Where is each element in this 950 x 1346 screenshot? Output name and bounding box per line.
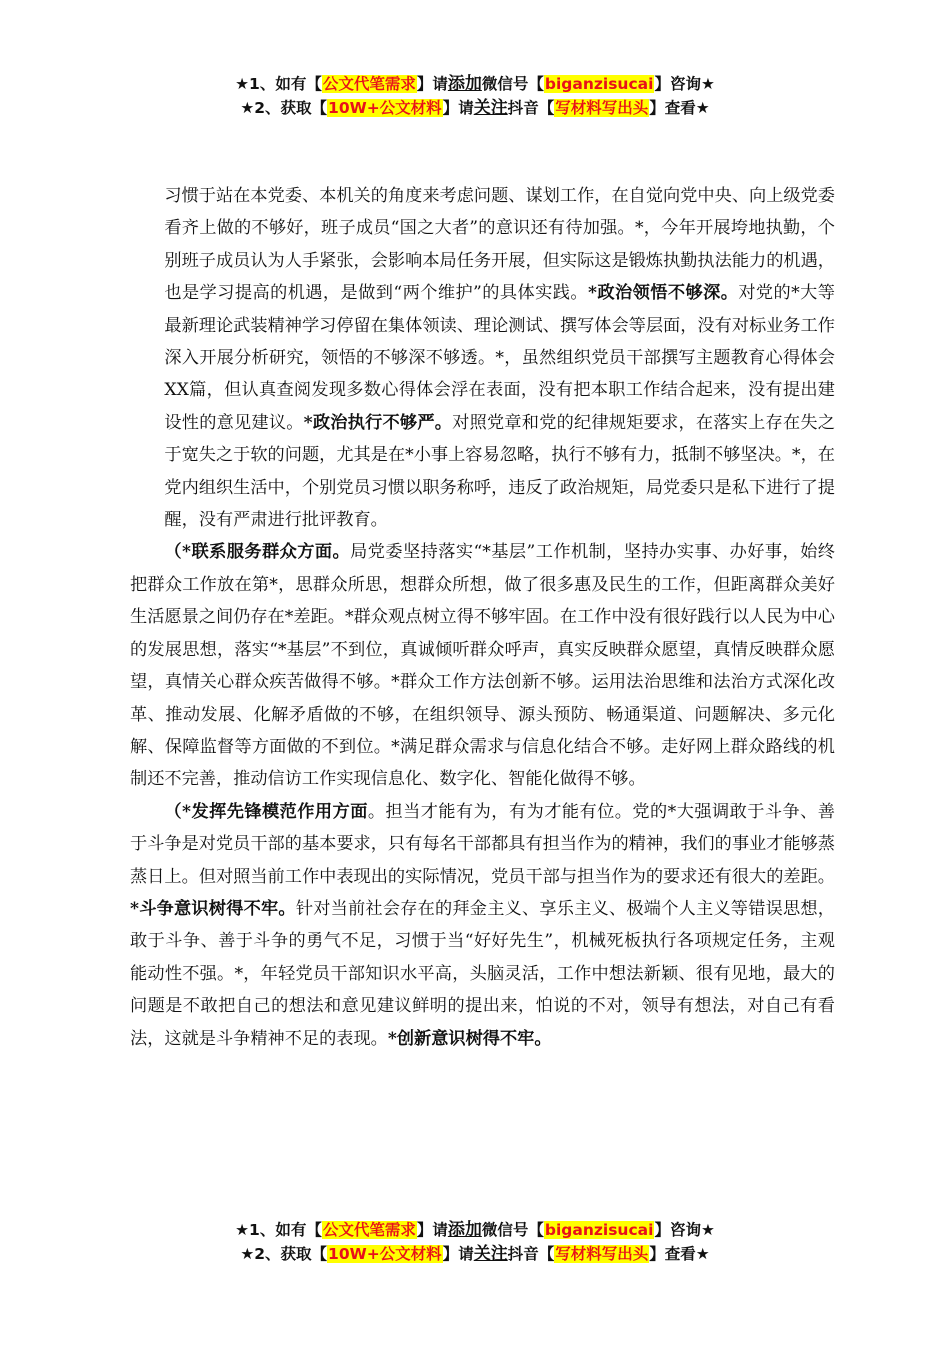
bold-heading: （*联系服务群众方面。	[164, 542, 351, 563]
banner-text: 】咨询★	[654, 75, 715, 93]
banner-text: 】查看★	[649, 1245, 710, 1263]
banner-text: 】咨询★	[654, 1221, 715, 1239]
banner-text: 抖音【	[507, 99, 555, 117]
banner-line-1	[0, 72, 950, 96]
paragraph-text: 局党委坚持落实“*基层”工作机制，坚持办实事、办好事，始终把群众工作放在第*，思群众所思，想群众所想，做了很多惠及民生的工作，但距离群众美好生活愿景之间仍存在*差距。*群众观点树立得不够牢固。在工作中没有很好践行以人民为中心的发展思想，落实“*基层”不到位，真诚倾听群众呼声，真实反映群众愿望，真情反映群众愿望，真情关心群众疾苦做得不够。*群众工作方法创新不够。运用法治思维和法治方式深化改革、推动发展、化解矛盾做的不够，在组织领导、源头预防、畅通渠道、问题解决、多元化解、保障监督等方面做的不到位。*满足群众需求与信息化结合不够。走好网上群众路线的机制还不完善，推动信访工作实现信息化、数字化、智能化做得不够。	[130, 542, 835, 790]
banner-highlight: 10W+公文材料	[328, 99, 442, 117]
paragraph-3	[130, 796, 835, 1055]
paragraph-2	[130, 536, 835, 795]
banner-text: 微信号【	[481, 1221, 544, 1239]
banner-line-2	[0, 1242, 950, 1266]
banner-highlight: 写材料写出头	[555, 99, 649, 117]
banner-highlight: 公文代笔需求	[322, 75, 416, 93]
banner-line-1	[0, 1218, 950, 1242]
bold-heading: *创新意识树得不牢。	[387, 1028, 552, 1049]
paragraph-1	[130, 180, 835, 536]
banner-highlight: 公文代笔需求	[322, 1221, 416, 1239]
paragraph-text: 对照党章和党的纪律规矩要求，在落实上存在失之于宽失之于软的问题，尤其是在*小事上容易忽略，执行不够有力，抵制不够坚决。*，在党内组织生活中，个别党员习惯以职务称呼，违反了政治规矩，局党委只是私下进行了提醒，没有严肃进行批评教育。	[164, 412, 835, 531]
banner-text: 】请	[416, 1221, 448, 1239]
paragraph-text: 。担当才能有为，有为才能有位。党的*大强调敢于斗争、善于斗争是对党员干部的基本要求，只有每名干部都具有担当作为的精神，我们的事业才能够蒸蒸日上。但对照当前工作中表现出的实际情况，党员干部与担当作为的要求还有很大的差距。	[130, 801, 835, 887]
bold-heading: （*发挥先锋模范作用方面	[164, 801, 368, 822]
banner-text: 微信号【	[481, 75, 544, 93]
footer-banner	[0, 1218, 950, 1266]
banner-text: ★1、如有【	[235, 1221, 322, 1239]
bold-heading: *政治领悟不够深。	[587, 283, 739, 304]
banner-text: 】请	[442, 1245, 474, 1263]
banner-underline: 添加	[447, 1220, 482, 1240]
document-body	[130, 180, 835, 1055]
banner-highlight: biganzisucai	[544, 1221, 654, 1239]
paragraph-text: 习惯于站在本党委、本机关的角度来考虑问题、谋划工作，在自觉向党中央、向上级党委看齐上做的不够好，班子成员“国之大者”的意识还有待加强。*，今年开展垮地执勤，个别班子成员认为人手紧张，会影响本局任务开展，但实际这是锻炼执勤执法能力的机遇，也是学习提高的机遇，是做到“两个维护”的具体实践。	[164, 186, 835, 304]
banner-highlight: biganzisucai	[544, 75, 654, 93]
banner-text: ★1、如有【	[235, 75, 322, 93]
paragraph-text: 对党的*大等最新理论武装精神学习停留在集体领读、理论测试、撰写体会等层面，没有对标业务工作深入开展分析研究，领悟的不够深不够透。*，虽然组织党员干部撰写主题教育心得体会XX篇，但认真查阅发现多数心得体会浮在表面，没有把本职工作结合起来，没有提出建设性的意见建议。	[164, 283, 835, 433]
bold-heading: *政治执行不够严。	[303, 412, 453, 433]
header-banner	[0, 72, 950, 120]
banner-text: 抖音【	[507, 1245, 555, 1263]
banner-highlight: 写材料写出头	[555, 1245, 649, 1263]
banner-text: 】请	[416, 75, 448, 93]
banner-text: 】查看★	[649, 99, 710, 117]
banner-text: ★2、获取【	[240, 1245, 328, 1263]
paragraph-text: 针对当前社会存在的拜金主义、享乐主义、极端个人主义等错误思想，敢于斗争、善于斗争的勇气不足，习惯于当“好好先生”，机械死板执行各项规定任务，主观能动性不强。*，年轻党员干部知识水平高，头脑灵活，工作中想法新颖、很有见地，最大的问题是不敢把自己的想法和意见建议鲜明的提出来，怕说的不对，领导有想法，对自己有看法，这就是斗争精神不足的表现。	[130, 898, 835, 1049]
banner-text: 】请	[442, 99, 474, 117]
banner-underline: 添加	[447, 74, 482, 94]
banner-highlight: 10W+公文材料	[328, 1245, 442, 1263]
banner-underline: 关注	[473, 98, 508, 118]
banner-line-2	[0, 96, 950, 120]
banner-text: ★2、获取【	[240, 99, 328, 117]
banner-underline: 关注	[473, 1244, 508, 1264]
bold-heading: *斗争意识树得不牢。	[130, 898, 296, 919]
